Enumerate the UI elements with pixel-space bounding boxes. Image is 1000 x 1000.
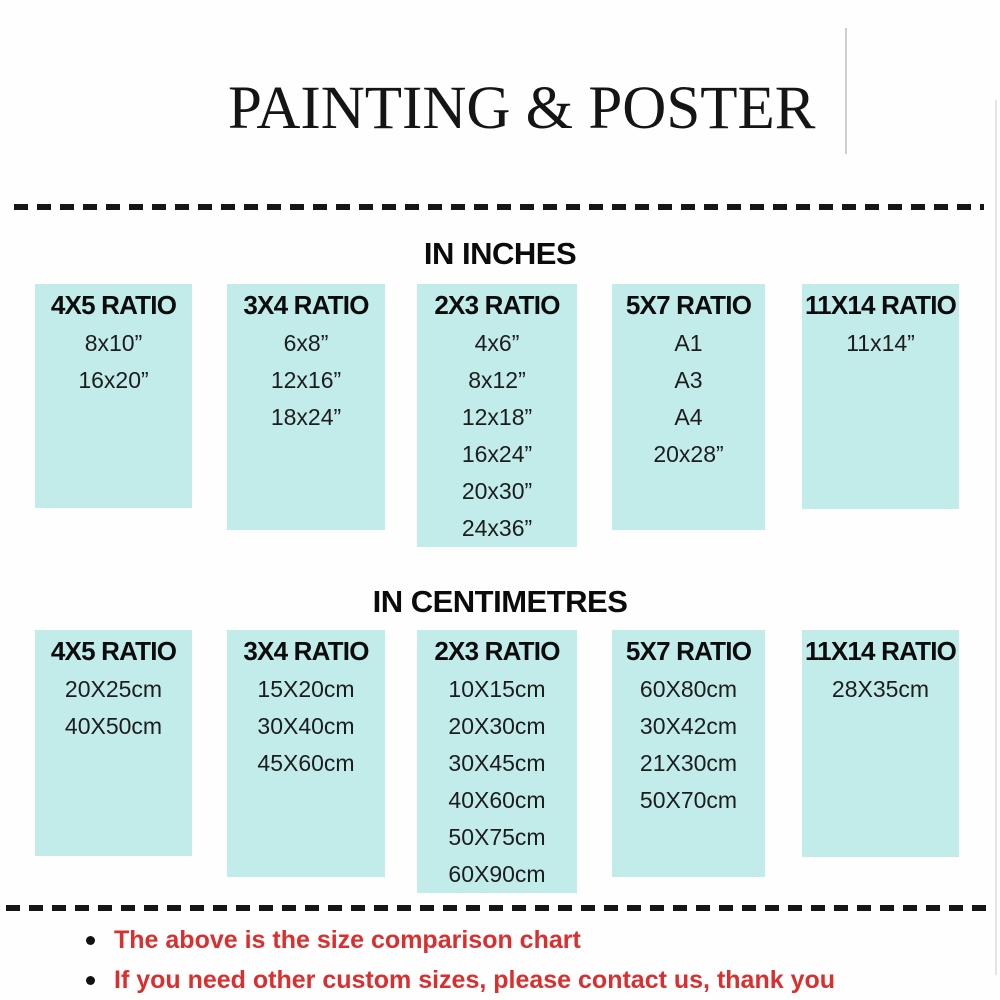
- notes: [86, 920, 835, 1000]
- size-value: A3: [674, 367, 703, 393]
- ratio-column-header: 4X5 RATIO: [50, 636, 177, 666]
- ratio-column: [802, 630, 959, 857]
- ratio-column-header: 4X5 RATIO: [50, 290, 177, 320]
- size-value: A1: [674, 330, 703, 356]
- size-value: 45X60cm: [257, 750, 355, 776]
- right-edge-line: [995, 100, 997, 975]
- bullet-icon: [86, 976, 95, 985]
- section-heading-inches: IN INCHES: [423, 236, 577, 271]
- size-list: [35, 671, 192, 745]
- ratio-column: [802, 284, 959, 509]
- size-value: 4x6”: [474, 330, 520, 356]
- size-value: 16x24”: [461, 441, 533, 467]
- ratio-column-header: 11X14 RATIO: [804, 636, 957, 666]
- note-text: If you need other custom sizes, please contact us, thank you: [114, 965, 836, 994]
- note-text: The above is the size comparison chart: [114, 925, 581, 954]
- size-value: 60X90cm: [448, 861, 546, 887]
- page-title: PAINTING & POSTER: [228, 75, 816, 142]
- note-row: [86, 920, 835, 960]
- size-value: 40X50cm: [64, 713, 163, 739]
- size-value: 18x24”: [270, 404, 342, 430]
- section-heading-centimetres: IN CENTIMETRES: [372, 584, 628, 619]
- bullet-icon: [86, 936, 95, 945]
- size-list: [417, 325, 577, 547]
- title-edge-line: [845, 28, 847, 154]
- size-value: A4: [674, 404, 703, 430]
- size-value: 50X75cm: [448, 824, 546, 850]
- size-value: 12x16”: [270, 367, 342, 393]
- size-value: 12x18”: [461, 404, 533, 430]
- size-list: [802, 671, 959, 708]
- size-list: [227, 671, 385, 782]
- size-value: 11x14”: [846, 330, 915, 356]
- size-list: [227, 325, 385, 436]
- size-value: 20X30cm: [448, 713, 546, 739]
- size-value: 40X60cm: [448, 787, 546, 813]
- size-value: 28X35cm: [831, 676, 930, 702]
- size-value: 60X80cm: [639, 676, 738, 702]
- size-value: 10X15cm: [448, 676, 546, 702]
- ratio-column: [417, 630, 577, 893]
- ratio-column-header: 2X3 RATIO: [434, 636, 560, 666]
- dashed-divider-bottom: [6, 905, 986, 911]
- ratio-column-header: 3X4 RATIO: [243, 636, 369, 666]
- ratio-column: [612, 284, 765, 530]
- ratio-column-header: 2X3 RATIO: [434, 290, 560, 320]
- ratio-column: [612, 630, 765, 877]
- size-value: 21X30cm: [639, 750, 738, 776]
- size-value: 30X42cm: [639, 713, 738, 739]
- size-value: 50X70cm: [639, 787, 738, 813]
- ratio-column-header: 5X7 RATIO: [625, 290, 752, 320]
- size-list: [612, 671, 765, 819]
- size-list: [802, 325, 959, 362]
- ratio-column: [35, 630, 192, 856]
- ratio-column-header: 3X4 RATIO: [243, 290, 369, 320]
- size-value: 8x10”: [84, 330, 143, 356]
- size-value: 20x30”: [461, 478, 533, 504]
- size-list: [417, 671, 577, 893]
- note-row: [86, 960, 835, 1000]
- size-value: 30X45cm: [448, 750, 546, 776]
- ratio-column: [35, 284, 192, 508]
- size-value: 24x36”: [461, 515, 533, 541]
- size-list: [35, 325, 192, 399]
- size-value: 16x20”: [78, 367, 149, 393]
- size-value: 6x8”: [283, 330, 329, 356]
- ratio-column-header: 11X14 RATIO: [804, 290, 957, 320]
- size-value: 20x28”: [653, 441, 724, 467]
- size-list: [612, 325, 765, 473]
- size-value: 30X40cm: [257, 713, 355, 739]
- ratio-column: [227, 284, 385, 530]
- dashed-divider-top: [14, 204, 984, 210]
- ratio-column: [417, 284, 577, 547]
- ratio-column-header: 5X7 RATIO: [625, 636, 752, 666]
- size-value: 20X25cm: [64, 676, 163, 702]
- ratio-column: [227, 630, 385, 877]
- size-value: 15X20cm: [257, 676, 355, 702]
- size-value: 8x12”: [468, 367, 526, 393]
